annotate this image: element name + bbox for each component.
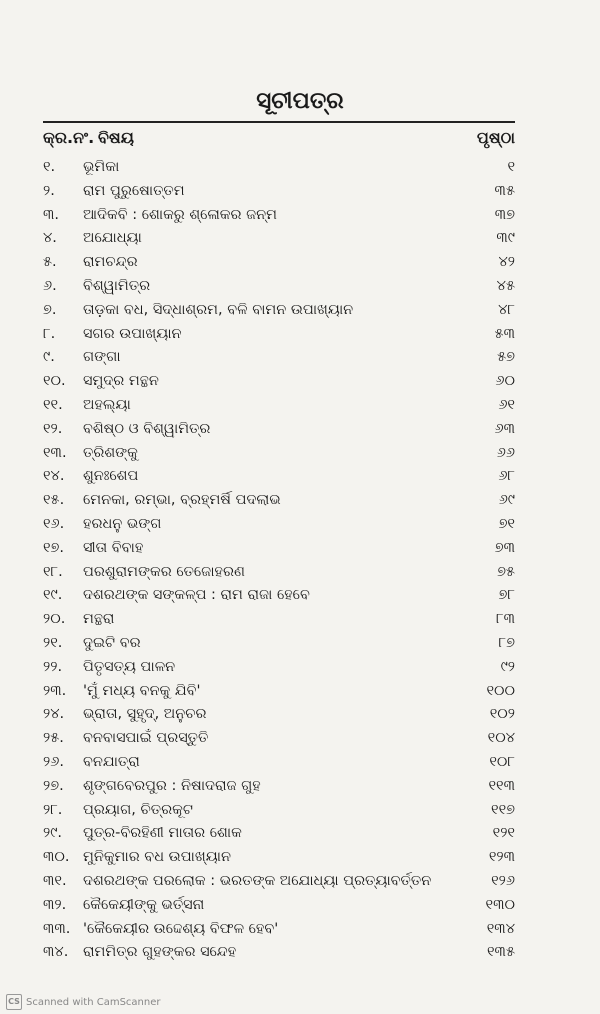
list-item: [43, 680, 515, 704]
entry-page: ୧୦୮: [489, 753, 515, 770]
list-item: [43, 346, 515, 370]
entry-number: ୧୮.: [43, 563, 63, 580]
list-item: [43, 703, 515, 727]
entry-page: ୧୧୭: [491, 801, 515, 818]
entry-number: ୫.: [43, 254, 57, 271]
entry-subject: 'କୈକେୟୀର ଉଦ୍ଦେଶ୍ୟ ବିଫଳ ହେବ': [83, 920, 279, 937]
list-item: [43, 418, 515, 442]
entry-number: ୨.: [43, 182, 55, 199]
entry-number: ୨୨.: [43, 658, 63, 675]
list-item: [43, 299, 515, 323]
list-item: [43, 465, 515, 489]
list-item: [43, 751, 515, 775]
entry-subject: ସଗର ଉପାଖ୍ୟାନ: [83, 325, 182, 342]
list-item: [43, 227, 515, 251]
entry-page: ୧୧୩: [488, 777, 515, 794]
entry-subject: ଗଙ୍ଗା: [83, 349, 121, 366]
entry-subject: ପୁତ୍ର-ବିରହିଣୀ ମାତାର ଶୋକ: [83, 825, 242, 842]
entry-number: ୨୭.: [43, 777, 64, 794]
entry-subject: ଶୃଙ୍ଗବେରପୁର : ନିଷାଦରାଜ ଗୁହ: [83, 777, 261, 794]
entry-number: ୨୩.: [43, 682, 67, 699]
entry-page: ୪୨: [498, 254, 515, 271]
list-item: [43, 775, 515, 799]
entry-page: ୧: [507, 159, 515, 175]
entry-page: ୧୨୬: [491, 872, 515, 889]
list-item: [43, 656, 515, 680]
entry-page: ୬୧: [498, 396, 515, 413]
entry-subject: ଅଯୋଧ୍ୟା: [83, 230, 142, 247]
entry-page: ୮୭: [498, 634, 515, 651]
entry-subject: ରାମମିତ୍ର ଗୁହଙ୍କର ସନ୍ଦେହ: [83, 944, 237, 961]
entry-page: ୫୩: [494, 325, 515, 342]
entry-subject: କୈକେୟୀଙ୍କୁ ଭର୍ତ୍ସନା: [83, 896, 205, 913]
entry-number: ୩.: [43, 206, 60, 223]
entry-number: ୨୮.: [43, 801, 63, 818]
list-item: [43, 251, 515, 275]
entry-subject: ରାମ ପୁରୁଷୋତ୍ତମ: [83, 182, 185, 199]
entry-subject: ଦଶରଥଙ୍କ ସଙ୍କଳ୍ପ : ରାମ ରାଜା ହେବେ: [83, 587, 310, 604]
list-item: [43, 822, 515, 846]
entry-subject: ଶୁନଃଶେପ: [83, 468, 139, 485]
entry-subject: ବନଯାତ୍ରା: [83, 753, 140, 770]
entry-number: ୧୯.: [43, 587, 63, 604]
entry-page: ୬୬: [496, 444, 515, 461]
entry-number: ୧.: [43, 159, 56, 175]
entry-subject: ପ୍ରୟାଗ, ଚିତ୍ରକୂଟ: [83, 801, 193, 818]
list-item: [43, 275, 515, 299]
list-item: [43, 156, 515, 180]
entry-number: ୩୩.: [43, 920, 71, 937]
list-item: [43, 632, 515, 656]
entry-subject: ଭୂମିକା: [83, 159, 120, 175]
entry-subject: 'ମୁଁ ମଧ୍ୟ ବନକୁ ଯିବି': [83, 682, 201, 699]
entry-subject: ପରଶୁରାମଙ୍କର ତେଜୋହରଣ: [83, 563, 245, 580]
title-divider: [43, 121, 515, 123]
entry-number: ୬.: [43, 277, 57, 294]
entry-number: ୨୪.: [43, 706, 65, 723]
entry-page: ୬୮: [498, 468, 515, 485]
header-number: କ୍ର.ନଂ.: [43, 128, 95, 147]
entry-subject: ଅହଲ୍ୟା: [83, 396, 131, 413]
entry-number: ୩୪.: [43, 944, 69, 961]
page-title: ସୂଚୀପତ୍ର: [256, 88, 344, 114]
entry-number: ୧୨.: [43, 420, 63, 437]
entry-subject: ମୁନିକୁମାର ବଧ ଉପାଖ୍ୟାନ: [83, 849, 231, 866]
list-item: [43, 799, 515, 823]
entry-subject: ଦଶରଥଙ୍କ ପରଲୋକ : ଭରତଙ୍କ ଅଯୋଧ୍ୟା ପ୍ରତ୍ୟାବର୍ତ୍ତନ: [83, 872, 432, 889]
entry-number: ୨୫.: [43, 730, 64, 747]
entry-subject: ସମୁଦ୍ର ମନ୍ଥନ: [83, 373, 159, 390]
entry-number: ୨୬.: [43, 753, 64, 770]
table-header: [43, 128, 515, 154]
list-item: [43, 894, 515, 918]
entry-page: ୧୩୪: [486, 920, 515, 937]
entry-subject: ମେନକା, ରମ୍ଭା, ବ୍ରହ୍ମର୍ଷି ପଦଲାଭ: [83, 492, 281, 509]
entry-page: ୭୩: [494, 539, 515, 556]
list-item: [43, 513, 515, 537]
entry-number: ୯.: [43, 349, 55, 366]
entry-number: ୩୧.: [43, 872, 67, 889]
list-item: [43, 204, 515, 228]
entry-page: ୯୨: [500, 658, 515, 675]
list-item: [43, 394, 515, 418]
watermark-text: Scanned with CamScanner: [26, 996, 161, 1008]
entry-number: ୧୩.: [43, 444, 67, 461]
entry-number: ୭.: [43, 301, 57, 318]
scanner-watermark: [6, 994, 161, 1010]
entry-page: ୧୩୫: [487, 944, 515, 961]
entry-number: ୮.: [43, 325, 56, 342]
entry-subject: ରାମଚନ୍ଦ୍ର: [83, 254, 138, 271]
entry-subject: ମନ୍ଥରା: [83, 611, 115, 628]
list-item: [43, 584, 515, 608]
entry-subject: ବଶିଷ୍ଠ ଓ ବିଶ୍ୱାମିତ୍ର: [83, 420, 211, 437]
entry-page: ୬୦: [495, 373, 515, 390]
header-subject: ବିଷୟ: [98, 128, 134, 147]
entry-page: ୩୭: [494, 206, 515, 223]
entry-page: ୧୦୪: [487, 730, 515, 747]
header-page: ପୃଷ୍ଠା: [476, 128, 515, 147]
entry-subject: ଆଦିକବି : ଶୋକରୁ ଶ୍ଳୋକର ଜନ୍ମ: [83, 206, 277, 223]
entry-subject: ବିଶ୍ୱାମିତ୍ର: [83, 277, 151, 294]
entry-page: ୪୫: [496, 277, 515, 294]
entry-number: ୨୦.: [43, 611, 66, 628]
entry-number: ୧୪.: [43, 468, 65, 485]
entry-number: ୧୧.: [43, 396, 63, 413]
contents-list: [43, 156, 515, 965]
entry-subject: ପିତୃସତ୍ୟ ପାଳନ: [83, 658, 176, 675]
entry-page: ୭୧: [498, 515, 515, 532]
entry-subject: ଦୁଇଟି ବର: [83, 634, 141, 651]
list-item: [43, 846, 515, 870]
entry-page: ୬୯: [498, 492, 515, 509]
list-item: [43, 561, 515, 585]
entry-page: ୪୮: [498, 301, 515, 318]
list-item: [43, 180, 515, 204]
entry-page: ୬୩: [494, 420, 515, 437]
camscanner-logo-icon: CS: [6, 994, 22, 1010]
entry-subject: ସୀତା ବିବାହ: [83, 539, 144, 556]
entry-subject: ତ୍ରିଶଙ୍କୁ: [83, 444, 138, 461]
entry-number: ୧୦.: [43, 373, 66, 390]
entry-number: ୧୫.: [43, 492, 65, 509]
entry-number: ୨୧.: [43, 634, 63, 651]
entry-page: ୭୮: [498, 587, 515, 604]
list-item: [43, 442, 515, 466]
entry-page: ୧୩୦: [485, 896, 515, 913]
entry-number: ୧୬.: [43, 515, 65, 532]
entry-page: ୧୨୩: [488, 849, 515, 866]
list-item: [43, 608, 515, 632]
entry-page: ୧୨୧: [492, 825, 515, 842]
entry-page: ୮୩: [496, 611, 515, 628]
list-item: [43, 727, 515, 751]
entry-page: ୧୦୨: [489, 706, 515, 723]
entry-number: ୨୯.: [43, 825, 63, 842]
entry-page: ୫୭: [497, 349, 515, 366]
list-item: [43, 323, 515, 347]
entry-subject: ହରଧନୁ ଭଙ୍ଗ: [83, 515, 162, 532]
entry-subject: ବନବାସପାଇଁ ପ୍ରସ୍ତୁତି: [83, 730, 209, 747]
entry-page: ୩୯: [496, 230, 515, 247]
list-item: [43, 537, 515, 561]
list-item: [43, 918, 515, 942]
entry-subject: ତାଡ଼କା ବଧ, ସିଦ୍ଧାଶ୍ରମ, ବଳି ବାମନ ଉପାଖ୍ୟାନ: [83, 301, 354, 318]
entry-number: ୧୭.: [43, 539, 65, 556]
list-item: [43, 941, 515, 965]
entry-page: ୭୫: [497, 563, 515, 580]
entry-page: ୧୦୦: [486, 682, 515, 699]
list-item: [43, 370, 515, 394]
entry-subject: ଭ୍ରାତା, ସୁହୃଦ୍, ଅନୁଚର: [83, 706, 207, 723]
entry-page: ୩୫: [494, 182, 515, 199]
entry-number: ୪.: [43, 230, 57, 247]
entry-number: ୩୨.: [43, 896, 67, 913]
list-item: [43, 489, 515, 513]
entry-number: ୩୦.: [43, 849, 70, 866]
list-item: [43, 870, 515, 894]
